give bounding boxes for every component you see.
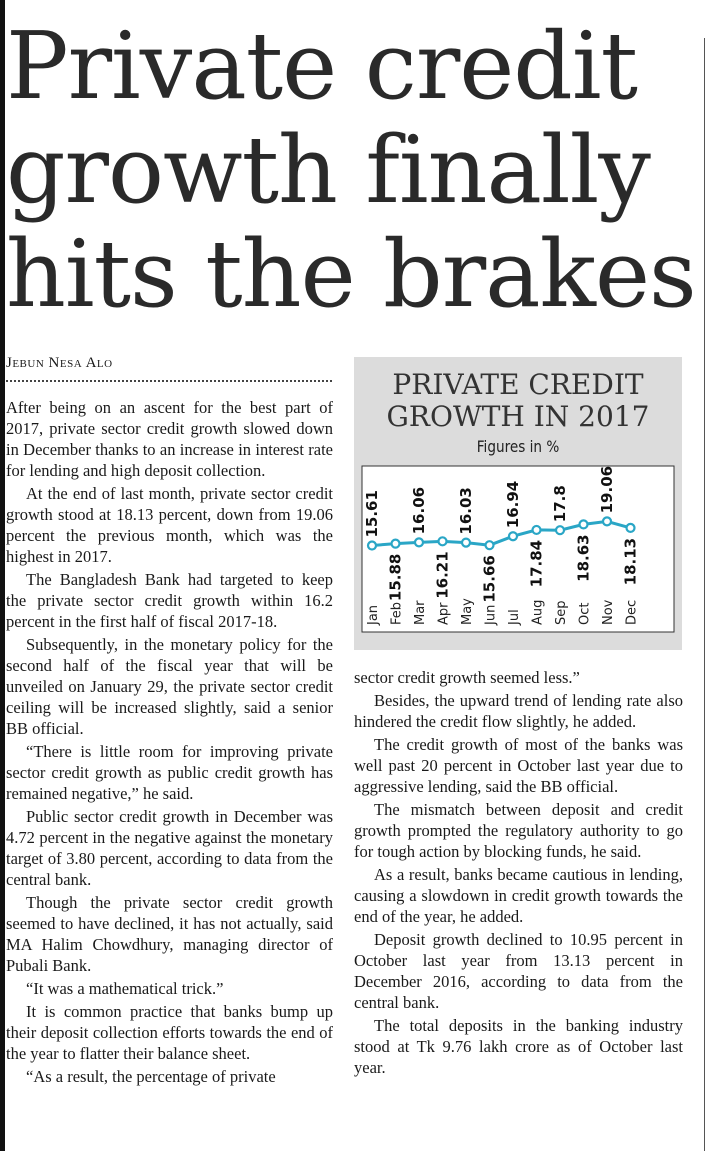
paragraph: The Bangladesh Bank had targeted to keep the private sector credit growth within 16.2 percent in the first half of fiscal 2017-18. bbox=[6, 570, 333, 631]
data-label-aug: 17.84 bbox=[527, 539, 546, 588]
data-point-nov bbox=[603, 517, 611, 525]
data-point-jun bbox=[486, 541, 494, 549]
paragraph: “There is little room for improving private sector credit growth as public credit growth has remained negative,” he said. bbox=[6, 742, 333, 803]
data-label-feb: 15.88 bbox=[386, 553, 405, 602]
paragraph: Deposit growth declined to 10.95 percent in October last year from 13.13 percent in December 2016, according to data from the central bank. bbox=[354, 930, 683, 1012]
paragraph: “As a result, the percentage of private bbox=[26, 1067, 276, 1086]
paragraph: sector credit growth seemed less.” bbox=[354, 668, 580, 687]
x-tick-label-apr: Apr bbox=[436, 602, 452, 625]
article-column-1 bbox=[6, 397, 333, 1089]
paragraph: Subsequently, in the monetary policy for the second half of the fiscal year that will be unveiled on January 29, the private sector credit ceiling will be increased slightly, said a senior BB official. bbox=[6, 635, 333, 738]
data-label-apr: 16.21 bbox=[433, 551, 452, 599]
paragraph: Besides, the upward trend of lending rate also hindered the credit flow slightly, he added. bbox=[354, 691, 683, 731]
x-tick-label-jul: Jul bbox=[507, 609, 522, 625]
data-label-jun: 15.66 bbox=[480, 555, 499, 603]
data-point-jan bbox=[368, 542, 376, 550]
left-border bbox=[0, 0, 5, 1151]
article-column-2 bbox=[354, 667, 683, 1080]
byline: Jebun Nesa Alo bbox=[6, 355, 113, 371]
credit-growth-chart bbox=[354, 357, 682, 650]
paragraph: Public sector credit growth in December was 4.72 percent in the negative against the monetary target of 3.80 percent, according to data from the central bank. bbox=[6, 807, 333, 889]
x-tick-label-mar: Mar bbox=[413, 600, 428, 625]
x-tick-label-feb: Feb bbox=[389, 601, 405, 625]
data-point-dec bbox=[627, 524, 635, 532]
paragraph: Though the private sector credit growth seemed to have declined, it has not actually, said MA Halim Chowdhury, managing director of Pubali Bank. bbox=[6, 893, 333, 975]
x-tick-label-jan: Jan bbox=[366, 604, 381, 625]
x-tick-label-nov: Nov bbox=[601, 599, 616, 625]
paragraph: It is common practice that banks bump up their deposit collection efforts towards the end of the year to flatter their balance sheet. bbox=[6, 1002, 333, 1063]
data-label-oct: 18.63 bbox=[574, 534, 593, 582]
data-label-dec: 18.13 bbox=[621, 537, 640, 586]
paragraph: The total deposits in the banking industry stood at Tk 9.76 lakh crore as of October last year. bbox=[354, 1016, 683, 1077]
chart-plot bbox=[354, 357, 682, 650]
x-tick-label-oct: Oct bbox=[577, 602, 593, 625]
paragraph: The credit growth of most of the banks was well past 20 percent in October last year due to aggressive lending, said the BB official. bbox=[354, 735, 683, 796]
chart-title-line-1: PRIVATE CREDIT bbox=[392, 368, 644, 401]
x-tick-label-sep: Sep bbox=[554, 600, 569, 625]
headline bbox=[6, 14, 706, 326]
data-point-jul bbox=[509, 532, 517, 540]
data-label-jan: 15.61 bbox=[363, 490, 381, 538]
data-label-may: 16.03 bbox=[457, 487, 475, 535]
headline-line-2: growth finally bbox=[6, 116, 650, 224]
headline-line-3: hits the brakes bbox=[6, 220, 696, 328]
dotted-divider bbox=[6, 380, 332, 382]
x-tick-label-may: May bbox=[460, 598, 475, 625]
x-tick-label-dec: Dec bbox=[624, 599, 640, 625]
data-point-oct bbox=[580, 520, 588, 528]
data-point-mar bbox=[415, 538, 423, 546]
x-tick-label-jun: Jun bbox=[483, 604, 499, 625]
paragraph: As a result, banks became cautious in lending, causing a slowdown in credit growth towards the end of the year, he added. bbox=[354, 865, 683, 926]
data-point-feb bbox=[392, 540, 400, 548]
data-point-sep bbox=[556, 526, 564, 534]
data-point-aug bbox=[533, 526, 541, 534]
data-point-apr bbox=[439, 537, 447, 545]
paragraph: After being on an ascent for the best part of 2017, private sector credit growth slowed down in December thanks to an increase in interest rate for lending and high deposit collection. bbox=[6, 398, 333, 480]
x-tick-label-aug: Aug bbox=[530, 599, 546, 625]
data-label-sep: 17.8 bbox=[551, 485, 569, 523]
data-label-jul: 16.94 bbox=[504, 480, 522, 529]
headline-line-1: Private credit bbox=[6, 12, 637, 120]
data-label-mar: 16.06 bbox=[410, 486, 428, 535]
paragraph: At the end of last month, private sector credit growth stood at 18.13 percent, down from 19.06 percent the previous month, which was the highest in 2017. bbox=[6, 484, 333, 566]
paragraph: “It was a mathematical trick.” bbox=[26, 979, 224, 998]
data-point-may bbox=[462, 539, 470, 547]
chart-title-line-2: GROWTH IN 2017 bbox=[386, 400, 650, 433]
paragraph: The mismatch between deposit and credit growth prompted the regulatory authority to go for tough action by blocking funds, he said. bbox=[354, 800, 683, 861]
chart-subtitle: Figures in % bbox=[476, 437, 560, 456]
data-label-nov: 19.06 bbox=[598, 465, 616, 514]
